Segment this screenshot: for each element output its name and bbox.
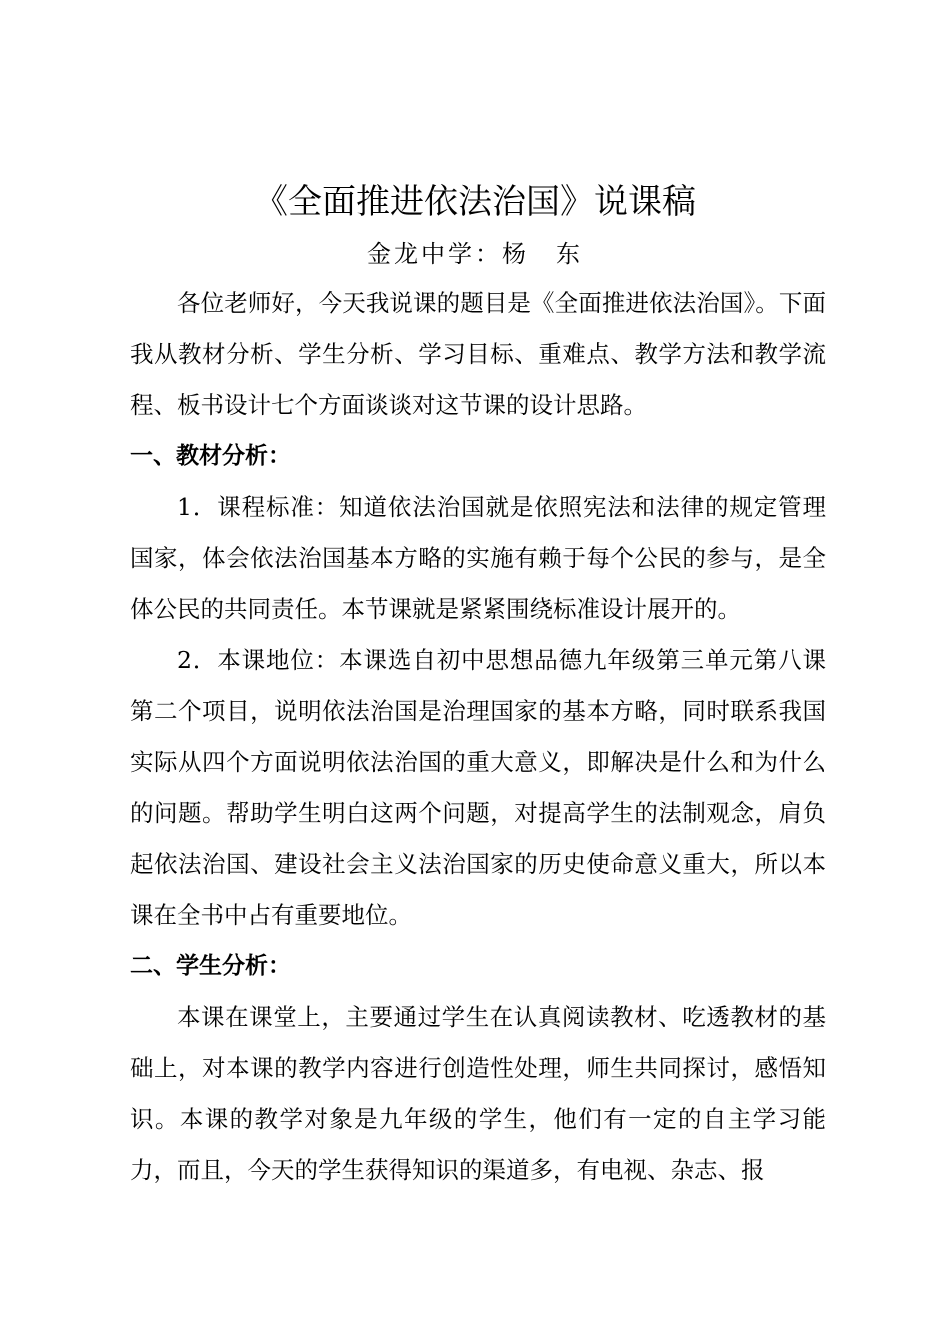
document-body <box>130 278 826 1196</box>
section-heading-textbook-analysis: 一、教材分析： <box>130 443 291 469</box>
curriculum-standard-paragraph: 1．课程标准：知道依法治国就是依照宪法和法律的规定管理国家，体会依法治国基本方略的实施有赖于每个公民的参与，是全体公民的共同责任。本节课就是紧紧围绕标准设计展开的。 <box>130 493 826 623</box>
section-heading-student-analysis: 二、学生分析： <box>130 953 291 979</box>
intro-paragraph: 各位老师好，今天我说课的题目是《全面推进依法治国》。下面我从教材分析、学生分析、学习目标、重难点、教学方法和教学流程、板书设计七个方面谈谈对这节课的设计思路。 <box>130 289 826 419</box>
lesson-position-paragraph: 2．本课地位：本课选自初中思想品德九年级第三单元第八课第二个项目，说明依法治国是治理国家的基本方略，同时联系我国实际从四个方面说明依法治国的重大意义，即解决是什么和为什么的问题。帮助学生明白这两个问题，对提高学生的法制观念，肩负起依法治国、建设社会主义法治国家的历史使命意义重大，所以本课在全书中占有重要地位。 <box>130 646 826 929</box>
document-author: 金龙中学：杨 东 <box>367 240 583 268</box>
document-title: 《全面推进依法治国》说课稿 <box>254 182 696 222</box>
student-analysis-paragraph: 本课在课堂上，主要通过学生在认真阅读教材、吃透教材的基础上，对本课的教学内容进行创造性处理，师生共同探讨，感悟知识。本课的教学对象是九年级的学生，他们有一定的自主学习能力，而且，今天的学生获得知识的渠道多，有电视、杂志、报 <box>130 1003 826 1184</box>
